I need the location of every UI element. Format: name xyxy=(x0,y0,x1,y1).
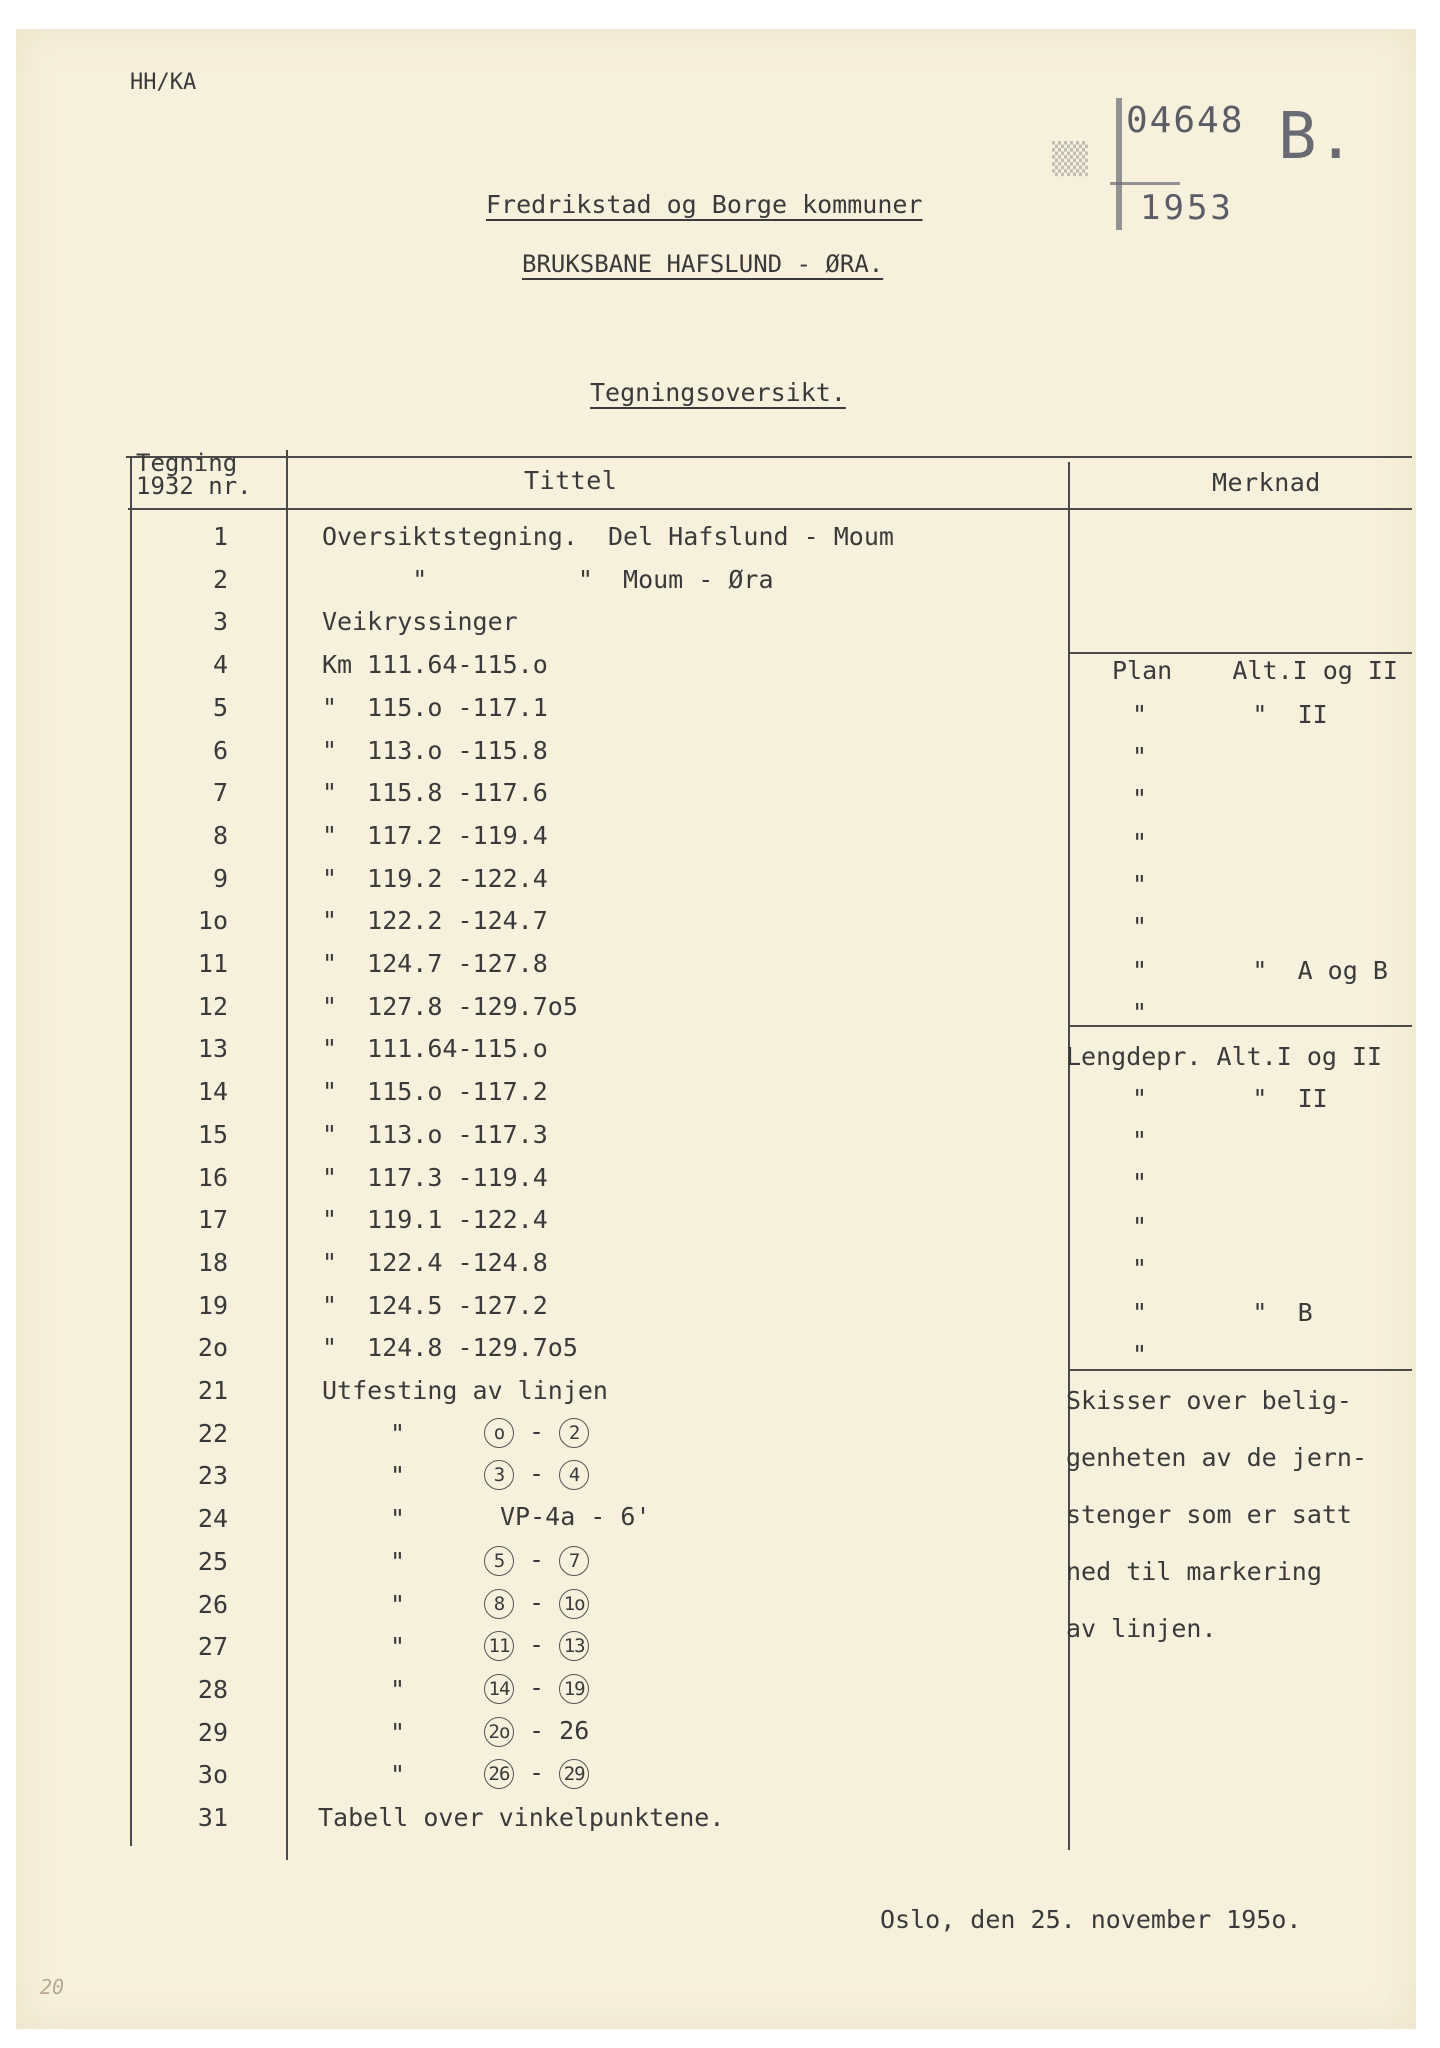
row-title: " 122.2 -124.7 xyxy=(322,906,548,935)
row-number: 25 xyxy=(197,1547,228,1576)
row-stake-range xyxy=(484,1716,589,1747)
remark-row-20: " xyxy=(1132,1340,1148,1369)
row-title: " 124.5 -127.2 xyxy=(322,1291,548,1320)
row-title: " 124.7 -127.8 xyxy=(322,949,548,978)
row-title: " " Moum - Øra xyxy=(322,565,774,594)
row-number: 2o xyxy=(197,1333,228,1362)
remark-row-14: " " II xyxy=(1132,1084,1328,1113)
col-header-remarks: Merknad xyxy=(1212,468,1321,497)
stamp-bar xyxy=(1116,98,1122,230)
row-title: " 115.o -117.2 xyxy=(322,1077,548,1106)
row-number: 16 xyxy=(197,1163,228,1192)
row-stake-range: VP-4a - 6' xyxy=(500,1502,651,1531)
table-top-rule xyxy=(126,456,1412,458)
row-stake-range xyxy=(484,1459,589,1490)
circled-stake-start: 26 xyxy=(484,1759,514,1789)
title-municipality: Fredrikstad og Borge kommuner xyxy=(486,190,923,219)
col-header-line2: 1932 nr. xyxy=(136,472,252,500)
remark-row-16: " xyxy=(1132,1168,1148,1197)
row-number: 1o xyxy=(197,906,228,935)
circled-stake-start: o xyxy=(484,1418,514,1448)
remark-row-5: " " II xyxy=(1132,700,1328,729)
row-title: " 111.64-115.o xyxy=(322,1034,548,1063)
row-stake-range xyxy=(484,1758,589,1789)
row-number: 2 xyxy=(212,565,228,594)
pencil-page-note: 20 xyxy=(40,1975,65,1999)
row-number: 17 xyxy=(197,1205,228,1234)
row-title: " 113.o -117.3 xyxy=(322,1120,548,1149)
row-stake-range xyxy=(484,1673,589,1704)
archive-stamp-year: 1953 xyxy=(1140,188,1234,228)
circled-stake-start: 5 xyxy=(484,1546,514,1576)
row-number: 15 xyxy=(197,1120,228,1149)
row-number: 3o xyxy=(197,1760,228,1789)
remark-row-8: " xyxy=(1132,828,1148,857)
circled-stake-end: 29 xyxy=(559,1759,589,1789)
row-number: 7 xyxy=(212,778,228,807)
table-header-rule xyxy=(128,508,1412,510)
place-and-date: Oslo, den 25. november 195o. xyxy=(880,1905,1302,1934)
document-subtitle: Tegningsoversikt. xyxy=(590,378,846,407)
row-number: 13 xyxy=(197,1034,228,1063)
author-initials: HH/KA xyxy=(130,70,197,95)
sketch-note-line: stenger som er satt xyxy=(1066,1500,1352,1529)
row-number: 5 xyxy=(212,693,228,722)
circled-stake-end: 4 xyxy=(559,1460,589,1490)
row-stake-range xyxy=(484,1630,589,1661)
row-number: 19 xyxy=(197,1291,228,1320)
sketch-note-line: ned til markering xyxy=(1066,1557,1322,1586)
row-number: 23 xyxy=(197,1461,228,1490)
row-title: " 115.8 -117.6 xyxy=(322,778,548,807)
row-ditto: " xyxy=(390,1547,406,1576)
row-title: " 117.2 -119.4 xyxy=(322,821,548,850)
row-number: 22 xyxy=(197,1419,228,1448)
range-dash: - xyxy=(514,1545,560,1574)
sketch-note-line: Skisser over belig- xyxy=(1066,1386,1352,1415)
row-ditto: " xyxy=(390,1419,406,1448)
row-number: 24 xyxy=(197,1504,228,1533)
remark-row-13: Lengdepr. Alt.I og II xyxy=(1066,1042,1383,1071)
sketch-note-line: genheten av de jern- xyxy=(1066,1443,1368,1472)
row-title: " 113.o -115.8 xyxy=(322,736,548,765)
row-number: 9 xyxy=(212,864,228,893)
row-number: 26 xyxy=(197,1590,228,1619)
row-number: 21 xyxy=(197,1376,228,1405)
row-stake-range xyxy=(484,1588,589,1619)
circled-stake-end: 13 xyxy=(559,1631,589,1661)
row-ditto: " xyxy=(390,1590,406,1619)
remark-row-9: " xyxy=(1132,870,1148,899)
row-number: 27 xyxy=(197,1632,228,1661)
remark-row-18: " xyxy=(1132,1254,1148,1283)
row-title: Km 111.64-115.o xyxy=(322,650,548,679)
row-number: 6 xyxy=(212,736,228,765)
range-dash: - xyxy=(514,1459,560,1488)
range-dash: - xyxy=(514,1758,560,1787)
col-header-drawing-number xyxy=(136,449,252,500)
row-title: Veikryssinger xyxy=(322,607,518,636)
remarks-divider-3 xyxy=(1068,1369,1412,1371)
remark-row-10: " xyxy=(1132,912,1148,941)
circled-stake-start: 11 xyxy=(484,1631,514,1661)
row-title: " 115.o -117.1 xyxy=(322,693,548,722)
row-title: Utfesting av linjen xyxy=(322,1376,608,1405)
row-number: 12 xyxy=(197,992,228,1021)
row-ditto: " xyxy=(390,1760,406,1789)
row-number: 28 xyxy=(197,1675,228,1704)
row-number: 3 xyxy=(212,607,228,636)
remark-row-7: " xyxy=(1132,784,1148,813)
row-number: 8 xyxy=(212,821,228,850)
row-ditto: " xyxy=(390,1632,406,1661)
col-header-line1: Tegning xyxy=(136,449,238,477)
row-number: 11 xyxy=(197,949,228,978)
remark-row-12: " xyxy=(1132,998,1148,1027)
row-ditto: " xyxy=(390,1461,406,1490)
remark-row-6: " xyxy=(1132,742,1148,771)
remarks-divider-2 xyxy=(1068,1025,1412,1027)
row-title: " 122.4 -124.8 xyxy=(322,1248,548,1277)
remark-row-15: " xyxy=(1132,1126,1148,1155)
col-header-title: Tittel xyxy=(524,466,618,495)
circled-stake-start: 14 xyxy=(484,1674,514,1704)
remark-row-4: Plan Alt.I og II xyxy=(1112,656,1398,685)
title-railway: BRUKSBANE HAFSLUND - ØRA. xyxy=(522,250,884,278)
range-dash: - xyxy=(514,1588,560,1617)
range-dash: - xyxy=(514,1417,560,1446)
table-col1-divider xyxy=(286,450,288,1860)
range-dash: - xyxy=(514,1630,560,1659)
range-dash: - xyxy=(514,1716,560,1745)
row-title: " 127.8 -129.7o5 xyxy=(322,992,578,1021)
row-title: Oversiktstegning. Del Hafslund - Moum xyxy=(322,522,894,551)
row-title: Tabell over vinkelpunktene. xyxy=(318,1803,725,1832)
row-ditto: " xyxy=(390,1504,406,1533)
remark-row-11: " " A og B xyxy=(1132,956,1388,985)
row-stake-range xyxy=(484,1417,589,1448)
range-dash: - xyxy=(514,1673,560,1702)
remarks-divider-1 xyxy=(1068,652,1412,654)
circled-stake-end: 7 xyxy=(559,1546,589,1576)
remark-row-19: " " B xyxy=(1132,1298,1313,1327)
row-stake-range xyxy=(484,1545,589,1576)
stamp-bar-horizontal xyxy=(1110,182,1180,185)
row-title: " 119.2 -122.4 xyxy=(322,864,548,893)
circled-stake-start: 8 xyxy=(484,1589,514,1619)
row-title: " 117.3 -119.4 xyxy=(322,1163,548,1192)
row-number: 31 xyxy=(197,1803,228,1832)
circled-stake-start: 2o xyxy=(484,1717,514,1747)
remark-row-17: " xyxy=(1132,1212,1148,1241)
sketch-note-line: av linjen. xyxy=(1066,1614,1217,1643)
row-ditto: " xyxy=(390,1718,406,1747)
row-number: 4 xyxy=(212,650,228,679)
row-ditto: " xyxy=(390,1675,406,1704)
row-number: 18 xyxy=(197,1248,228,1277)
stamp-prefix-mark: ▒▒ xyxy=(1052,142,1089,177)
archive-stamp-number: 04648 xyxy=(1126,100,1245,141)
circled-stake-end: 19 xyxy=(559,1674,589,1704)
circled-stake-end: 1o xyxy=(559,1589,589,1619)
circled-stake-end: 2 xyxy=(559,1418,589,1448)
row-number: 1 xyxy=(212,522,228,551)
row-number: 14 xyxy=(197,1077,228,1106)
circled-stake-start: 3 xyxy=(484,1460,514,1490)
row-number: 29 xyxy=(197,1718,228,1747)
archive-stamp-letter: B. xyxy=(1278,100,1356,174)
row-title: " 124.8 -129.7o5 xyxy=(322,1333,578,1362)
stake-end: 26 xyxy=(559,1716,590,1745)
row-title: " 119.1 -122.4 xyxy=(322,1205,548,1234)
